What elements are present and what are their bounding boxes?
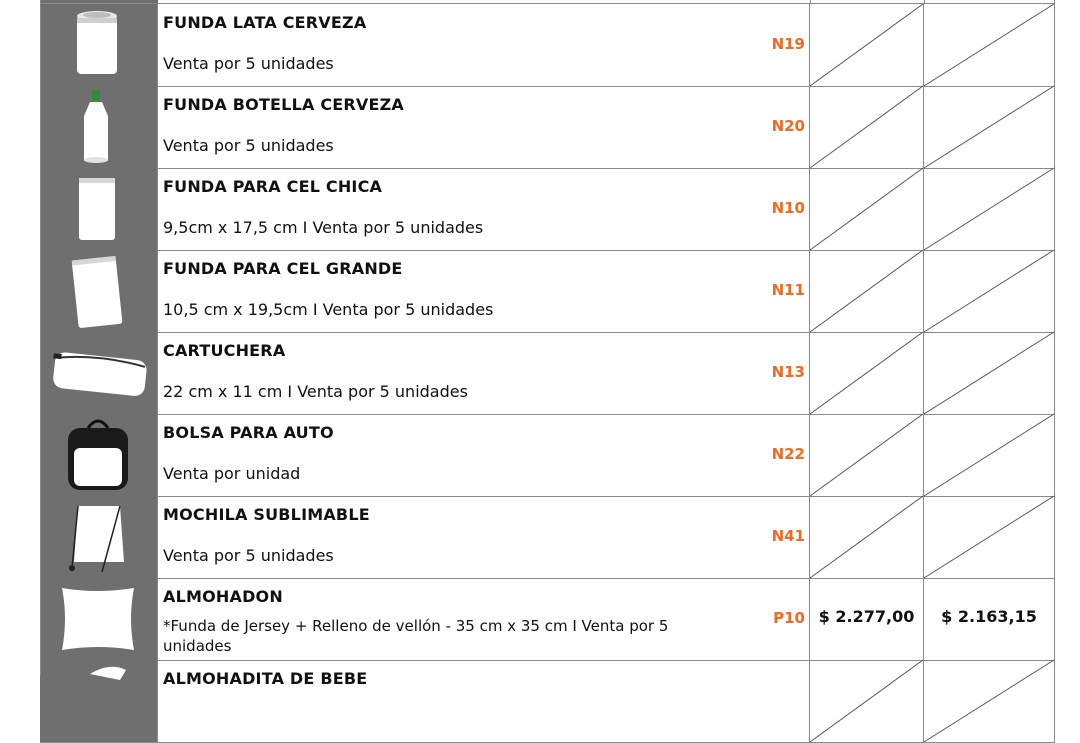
product-thumbnail: [40, 168, 158, 250]
product-code: N10: [771, 199, 805, 217]
product-detail: 10,5 cm x 19,5cm I Venta por 5 unidades: [163, 300, 494, 319]
row-divider: [40, 3, 1055, 4]
table-row: [40, 496, 1055, 579]
product-name: ALMOHADITA DE BEBE: [163, 669, 368, 688]
drawstring-backpack-icon: [40, 496, 158, 578]
price-cell-empty: [810, 168, 924, 250]
product-description-cell: [158, 250, 810, 332]
product-thumbnail: [40, 250, 158, 332]
price-cell-empty: [924, 168, 1055, 250]
product-code: N22: [771, 445, 805, 463]
product-thumbnail: [40, 332, 158, 414]
product-name: FUNDA BOTELLA CERVEZA: [163, 95, 405, 114]
price-value: $ 2.163,15: [941, 607, 1037, 626]
price-cell-empty: [810, 414, 924, 496]
product-thumbnail: [40, 4, 158, 86]
product-description-cell: [158, 660, 810, 742]
product-name: BOLSA PARA AUTO: [163, 423, 334, 442]
price-cell: [924, 578, 1055, 660]
product-code: N19: [771, 35, 805, 53]
baby-pillow-icon: [40, 660, 158, 742]
product-code: N41: [771, 527, 805, 545]
product-description-cell: [158, 168, 810, 250]
product-description-cell: [158, 4, 810, 86]
table-row: [40, 86, 1055, 169]
table-row: [40, 578, 1055, 661]
product-description-cell: [158, 86, 810, 168]
product-description-cell: [158, 414, 810, 496]
column-divider: [924, 0, 925, 3]
product-code: P10: [773, 609, 805, 627]
product-code: N13: [771, 363, 805, 381]
product-detail: Venta por 5 unidades: [163, 54, 334, 73]
table-row: [40, 4, 1055, 87]
product-description-cell: [158, 578, 810, 660]
product-thumbnail: [40, 496, 158, 578]
product-thumbnail: [40, 660, 158, 742]
product-detail: 22 cm x 11 cm I Venta por 5 unidades: [163, 382, 468, 401]
table-row: [40, 250, 1055, 333]
price-cell: [810, 578, 924, 660]
product-name: MOCHILA SUBLIMABLE: [163, 505, 370, 524]
price-cell-empty: [924, 414, 1055, 496]
product-thumbnail: [40, 86, 158, 168]
price-cell-empty: [924, 4, 1055, 86]
column-divider: [810, 0, 811, 3]
table-row: [40, 332, 1055, 415]
price-cell-empty: [924, 86, 1055, 168]
bottle-sleeve-icon: [40, 86, 158, 168]
price-cell-empty: [810, 496, 924, 578]
product-detail: Venta por 5 unidades: [163, 136, 334, 155]
product-code: N11: [771, 281, 805, 299]
price-cell-empty: [924, 332, 1055, 414]
price-cell-empty: [924, 660, 1055, 742]
car-bag-icon: [40, 414, 158, 496]
table-row: [40, 414, 1055, 497]
product-name: FUNDA PARA CEL GRANDE: [163, 259, 403, 278]
price-list-table: [40, 0, 1055, 688]
product-detail: 9,5cm x 17,5 cm I Venta por 5 unidades: [163, 218, 484, 237]
small-phone-case-icon: [40, 168, 158, 250]
cushion-icon: [40, 578, 158, 660]
price-cell-empty: [810, 250, 924, 332]
table-row: [40, 660, 1055, 743]
previous-row-thumb-edge: [40, 0, 158, 3]
product-name: ALMOHADON: [163, 587, 283, 606]
product-name: CARTUCHERA: [163, 341, 286, 360]
large-phone-case-icon: [40, 250, 158, 332]
product-description-cell: [158, 332, 810, 414]
product-code: N20: [771, 117, 805, 135]
price-cell-empty: [924, 496, 1055, 578]
product-thumbnail: [40, 414, 158, 496]
price-value: $ 2.277,00: [818, 607, 915, 626]
price-cell-empty: [924, 250, 1055, 332]
price-cell-empty: [810, 4, 924, 86]
price-cell-empty: [810, 660, 924, 742]
product-thumbnail: [40, 578, 158, 660]
price-cell-empty: [810, 86, 924, 168]
price-cell-empty: [810, 332, 924, 414]
product-name: FUNDA LATA CERVEZA: [163, 13, 367, 32]
can-sleeve-icon: [40, 4, 158, 86]
product-detail: *Funda de Jersey + Relleno de vellón - 35 cm x 35 cm I Venta por 5 unidades: [163, 617, 669, 655]
product-description-cell: [158, 496, 810, 578]
pencil-case-icon: [40, 332, 158, 414]
table-row: [40, 168, 1055, 251]
product-name: FUNDA PARA CEL CHICA: [163, 177, 383, 196]
product-detail: Venta por unidad: [163, 464, 301, 483]
product-detail: Venta por 5 unidades: [163, 546, 334, 565]
